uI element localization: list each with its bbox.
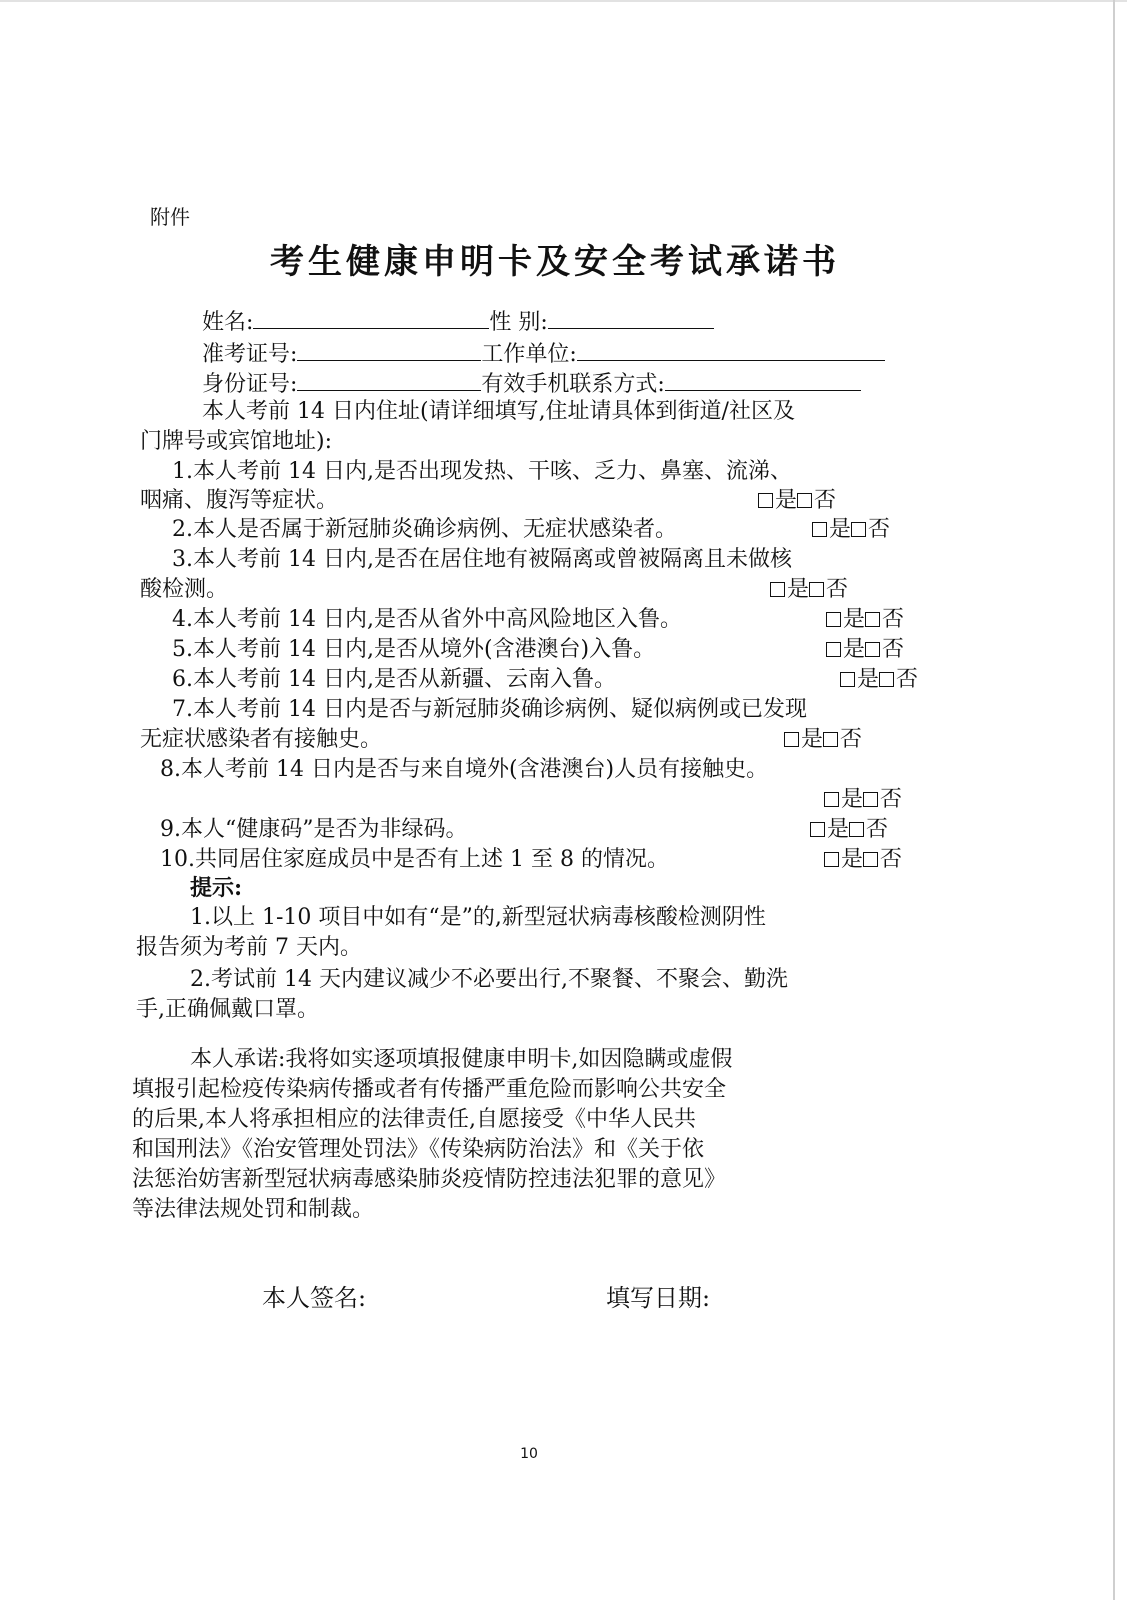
checkbox-no[interactable] [863, 792, 878, 807]
no-label: 否 [840, 727, 863, 752]
yes-label: 是 [801, 727, 824, 752]
question-8: 8.本人考前 14 日内是否与来自境外(含港澳台)人员有接触史。 [160, 757, 769, 782]
pledge-line-6: 等法律法规处罚和制裁。 [132, 1197, 375, 1222]
scan-edge-top [0, 0, 1127, 2]
checkbox-no[interactable] [823, 732, 838, 747]
question-7-line-1: 7.本人考前 14 日内是否与新冠肺炎确诊病例、疑似病例或已发现 [172, 697, 807, 722]
checkbox-no[interactable] [849, 822, 864, 837]
checkbox-yes[interactable] [784, 732, 799, 747]
question-9: 9.本人“健康码”是否为非绿码。 [160, 817, 468, 842]
checkbox-yes[interactable] [824, 852, 839, 867]
scan-edge-right [1113, 0, 1115, 1600]
gender-field[interactable] [548, 306, 714, 329]
question-1-line-2: 咽痛、腹泻等症状。 [140, 488, 339, 513]
yes-label: 是 [787, 577, 810, 602]
address-line-2: 门牌号或宾馆地址): [140, 429, 332, 454]
yes-label: 是 [843, 607, 866, 632]
name-label: 姓名: [202, 310, 254, 335]
name-gender-row [202, 306, 714, 337]
yes-label: 是 [775, 488, 798, 513]
gender-label: 性 别: [489, 310, 548, 335]
question-3-line-2: 酸检测。 [140, 577, 229, 602]
id-card-field[interactable] [297, 368, 481, 391]
checkbox-yes[interactable] [812, 522, 827, 537]
checkbox-yes[interactable] [758, 493, 773, 508]
no-label: 否 [826, 577, 849, 602]
pledge-line-1: 本人承诺:我将如实逐项填报健康申明卡,如因隐瞒或虚假 [190, 1047, 733, 1072]
pledge-line-2: 填报引起检疫传染病传播或者有传播严重危险而影响公共安全 [132, 1077, 727, 1102]
checkbox-no[interactable] [865, 612, 880, 627]
question-2-options [812, 516, 890, 544]
checkbox-yes[interactable] [826, 642, 841, 657]
checkbox-yes[interactable] [824, 792, 839, 807]
no-label: 否 [882, 607, 905, 632]
question-10: 10.共同居住家庭成员中是否有上述 1 至 8 的情况。 [160, 847, 669, 872]
no-label: 否 [880, 787, 903, 812]
question-4: 4.本人考前 14 日内,是否从省外中高风险地区入鲁。 [172, 607, 682, 632]
no-label: 否 [814, 488, 837, 513]
question-3-options [770, 576, 848, 604]
no-label: 否 [866, 817, 889, 842]
checkbox-no[interactable] [797, 493, 812, 508]
no-label: 否 [896, 667, 919, 692]
pledge-line-4: 和国刑法》《治安管理处罚法》《传染病防治法》和《关于依 [132, 1137, 705, 1162]
question-3-line-1: 3.本人考前 14 日内,是否在居住地有被隔离或曾被隔离且未做核 [172, 547, 792, 572]
address-line-1: 本人考前 14 日内住址(请详细填写,住址请具体到街道/社区及 [202, 399, 795, 424]
yes-label: 是 [841, 787, 864, 812]
tip-2-line-2: 手,正确佩戴口罩。 [136, 997, 319, 1022]
yes-label: 是 [829, 517, 852, 542]
exam-id-work-row [202, 338, 885, 369]
question-2: 2.本人是否属于新冠肺炎确诊病例、无症状感染者。 [172, 517, 677, 542]
yes-label: 是 [843, 637, 866, 662]
checkbox-yes[interactable] [810, 822, 825, 837]
tip-1-line-2: 报告须为考前 7 天内。 [136, 935, 362, 960]
id-phone-row [202, 368, 861, 399]
document-title: 考生健康申明卡及安全考试承诺书 [270, 242, 840, 282]
no-label: 否 [880, 847, 903, 872]
page-number: 10 [520, 1446, 538, 1462]
question-1-line-1: 1.本人考前 14 日内,是否出现发热、干咳、乏力、鼻塞、流涕、 [172, 459, 792, 484]
question-7-line-2: 无症状感染者有接触史。 [140, 727, 383, 752]
attachment-label: 附件 [150, 205, 190, 229]
question-6-options [840, 666, 918, 694]
checkbox-no[interactable] [863, 852, 878, 867]
question-5: 5.本人考前 14 日内,是否从境外(含港澳台)入鲁。 [172, 637, 656, 662]
question-10-options [824, 846, 902, 874]
id-card-label: 身份证号: [202, 372, 298, 397]
work-unit-label: 工作单位: [481, 342, 577, 367]
checkbox-no[interactable] [851, 522, 866, 537]
checkbox-yes[interactable] [770, 582, 785, 597]
yes-label: 是 [857, 667, 880, 692]
fill-date-label: 填写日期: [606, 1284, 711, 1312]
tips-heading: 提示: [190, 875, 243, 901]
signature-label: 本人签名: [262, 1284, 367, 1312]
tip-2-line-1: 2.考试前 14 天内建议减少不必要出行,不聚餐、不聚会、勤洗 [190, 967, 788, 992]
phone-field[interactable] [665, 368, 861, 391]
work-unit-field[interactable] [577, 338, 885, 361]
exam-id-field[interactable] [297, 338, 481, 361]
tip-1-line-1: 1.以上 1-10 项目中如有“是”的,新型冠状病毒核酸检测阴性 [190, 905, 766, 930]
yes-label: 是 [841, 847, 864, 872]
name-field[interactable] [253, 306, 489, 329]
checkbox-no[interactable] [865, 642, 880, 657]
exam-id-label: 准考证号: [202, 342, 298, 367]
question-8-options [824, 786, 902, 814]
question-7-options [784, 726, 862, 754]
no-label: 否 [882, 637, 905, 662]
no-label: 否 [868, 517, 891, 542]
question-1-options [758, 487, 836, 515]
question-4-options [826, 606, 904, 634]
question-6: 6.本人考前 14 日内,是否从新疆、云南入鲁。 [172, 667, 616, 692]
question-5-options [826, 636, 904, 664]
question-9-options [810, 816, 888, 844]
checkbox-no[interactable] [879, 672, 894, 687]
pledge-line-3: 的后果,本人将承担相应的法律责任,自愿接受《中华人民共 [132, 1107, 696, 1132]
checkbox-no[interactable] [809, 582, 824, 597]
yes-label: 是 [827, 817, 850, 842]
checkbox-yes[interactable] [840, 672, 855, 687]
phone-label: 有效手机联系方式: [481, 372, 665, 397]
pledge-line-5: 法惩治妨害新型冠状病毒感染肺炎疫情防控违法犯罪的意见》 [132, 1167, 727, 1192]
checkbox-yes[interactable] [826, 612, 841, 627]
